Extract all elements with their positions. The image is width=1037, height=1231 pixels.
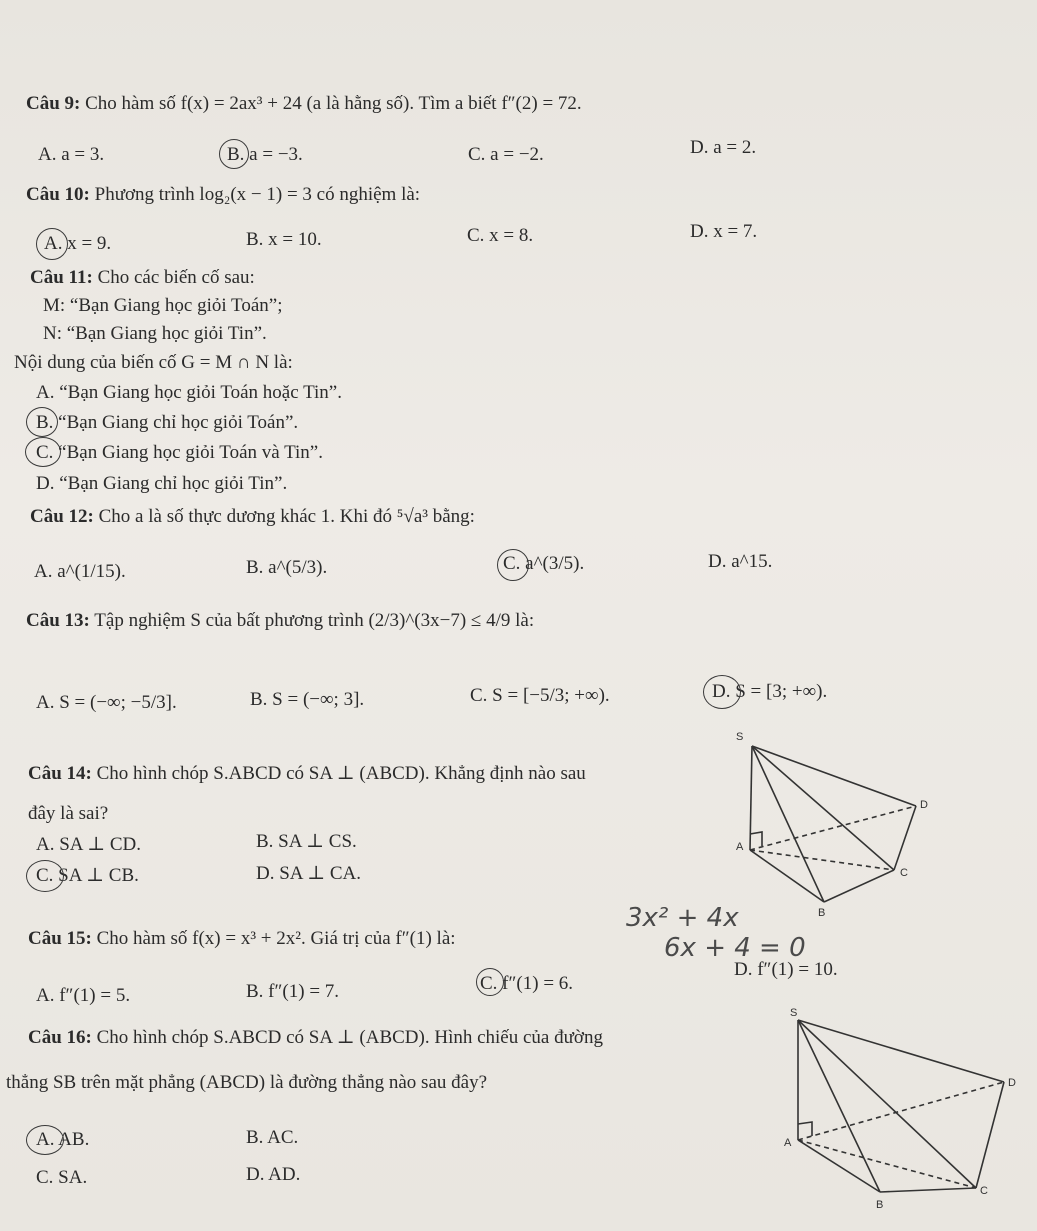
question-text: Cho các biến cố sau: — [97, 267, 255, 288]
event-m: M: “Bạn Giang học giỏi Toán”; — [43, 295, 283, 316]
label-s: S — [736, 731, 744, 743]
option-a[interactable]: A. x = 9. — [44, 233, 112, 254]
option-c[interactable]: C. SA ⊥ CB. — [36, 865, 139, 886]
question-number: Câu 14: — [28, 763, 92, 784]
option-a[interactable]: A. a = 3. — [38, 144, 105, 165]
label-b: B — [818, 907, 826, 919]
question-number: Câu 15: — [28, 928, 92, 949]
question-10 — [26, 183, 420, 207]
option-a[interactable]: A. f″(1) = 5. — [36, 985, 131, 1006]
option-d[interactable]: D. AD. — [246, 1164, 301, 1185]
option-d[interactable]: D. a^15. — [708, 551, 773, 572]
option-a[interactable]: A. S = (−∞; −5/3]. — [36, 692, 177, 713]
option-d[interactable]: D. SA ⊥ CA. — [256, 863, 361, 884]
question-number: Câu 13: — [26, 610, 90, 631]
option-d[interactable]: D. S = [3; +∞). — [712, 681, 828, 702]
option-a[interactable]: A. “Bạn Giang học giỏi Toán hoặc Tin”. — [36, 382, 342, 403]
option-c[interactable]: C. f″(1) = 6. — [480, 973, 574, 994]
option-d[interactable]: D. a = 2. — [690, 137, 757, 158]
option-c[interactable]: C. S = [−5/3; +∞). — [470, 685, 610, 706]
option-d[interactable]: D. x = 7. — [690, 221, 758, 242]
option-c[interactable]: C. “Bạn Giang học giỏi Toán và Tin”. — [36, 442, 323, 463]
question-12 — [30, 505, 475, 529]
pyramid-figure-2 — [776, 1007, 1026, 1220]
label-b: B — [876, 1199, 884, 1211]
event-n: N: “Bạn Giang học giỏi Tin”. — [43, 323, 267, 344]
question-14 — [28, 762, 586, 786]
event-g: Nội dung của biến cố G = M ∩ N là: — [14, 352, 293, 373]
option-b[interactable]: B. a^(5/3). — [246, 557, 328, 578]
question-number: Câu 9: — [26, 93, 81, 114]
pyramid-figure-1 — [706, 730, 946, 920]
question-number: Câu 10: — [26, 184, 90, 205]
label-s: S — [790, 1007, 798, 1019]
question-text: Cho hình chóp S.ABCD có SA ⊥ (ABCD). Hình chiếu của đường — [96, 1027, 603, 1048]
option-d[interactable]: D. “Bạn Giang chỉ học giỏi Tin”. — [36, 473, 288, 494]
question-text: Cho hình chóp S.ABCD có SA ⊥ (ABCD). Khẳng định nào sau — [96, 763, 586, 784]
option-b[interactable]: B. AC. — [246, 1127, 299, 1148]
label-c: C — [900, 867, 908, 879]
question-9 — [26, 92, 582, 116]
question-number: Câu 12: — [30, 506, 94, 527]
label-d: D — [1008, 1077, 1016, 1089]
question-16 — [28, 1026, 603, 1050]
label-c: C — [980, 1185, 988, 1197]
option-b[interactable]: B. a = −3. — [227, 144, 303, 165]
label-a: A — [736, 841, 744, 853]
question-13 — [26, 609, 534, 633]
option-d[interactable]: D. f″(1) = 10. — [734, 959, 838, 980]
question-number: Câu 11: — [30, 267, 93, 288]
question-number: Câu 16: — [28, 1027, 92, 1048]
option-b[interactable]: B. S = (−∞; 3]. — [250, 689, 365, 710]
option-b[interactable]: B. x = 10. — [246, 229, 322, 250]
question-text: Phương trình log₂(x − 1) = 3 có nghiệm là: — [94, 184, 421, 205]
question-text: Cho hàm số f(x) = x³ + 2x². Giá trị của f″(1) là: — [96, 928, 456, 949]
question-text: Cho hàm số f(x) = 2ax³ + 24 (a là hằng số). Tìm a biết f″(2) = 72. — [85, 93, 582, 114]
option-a[interactable]: A. a^(1/15). — [34, 561, 126, 582]
option-b[interactable]: B. f″(1) = 7. — [246, 981, 340, 1002]
question-text-cont: đây là sai? — [28, 803, 109, 824]
handwritten-note-2: 6x + 4 = 0 — [664, 933, 806, 963]
option-a[interactable]: A. AB. — [36, 1129, 90, 1150]
option-c[interactable]: C. x = 8. — [467, 225, 534, 246]
label-a: A — [784, 1137, 792, 1149]
label-d: D — [920, 799, 928, 811]
question-11 — [30, 266, 255, 290]
handwritten-note-1: 3x² + 4x — [626, 903, 739, 933]
option-c[interactable]: C. SA. — [36, 1167, 88, 1188]
question-text: Tập nghiệm S của bất phương trình (2/3)^(3x−7) ≤ 4/9 là: — [94, 610, 535, 631]
question-text-cont: thẳng SB trên mặt phẳng (ABCD) là đường thẳng nào sau đây? — [6, 1072, 488, 1093]
option-a[interactable]: A. SA ⊥ CD. — [36, 834, 141, 855]
option-b[interactable]: B. SA ⊥ CS. — [256, 831, 357, 852]
question-text: Cho a là số thực dương khác 1. Khi đó ⁵√a³ bằng: — [98, 506, 475, 527]
option-c[interactable]: C. a^(3/5). — [503, 553, 585, 574]
question-15 — [28, 927, 456, 951]
option-b[interactable]: B. “Bạn Giang chỉ học giỏi Toán”. — [36, 412, 299, 433]
option-c[interactable]: C. a = −2. — [468, 144, 544, 165]
